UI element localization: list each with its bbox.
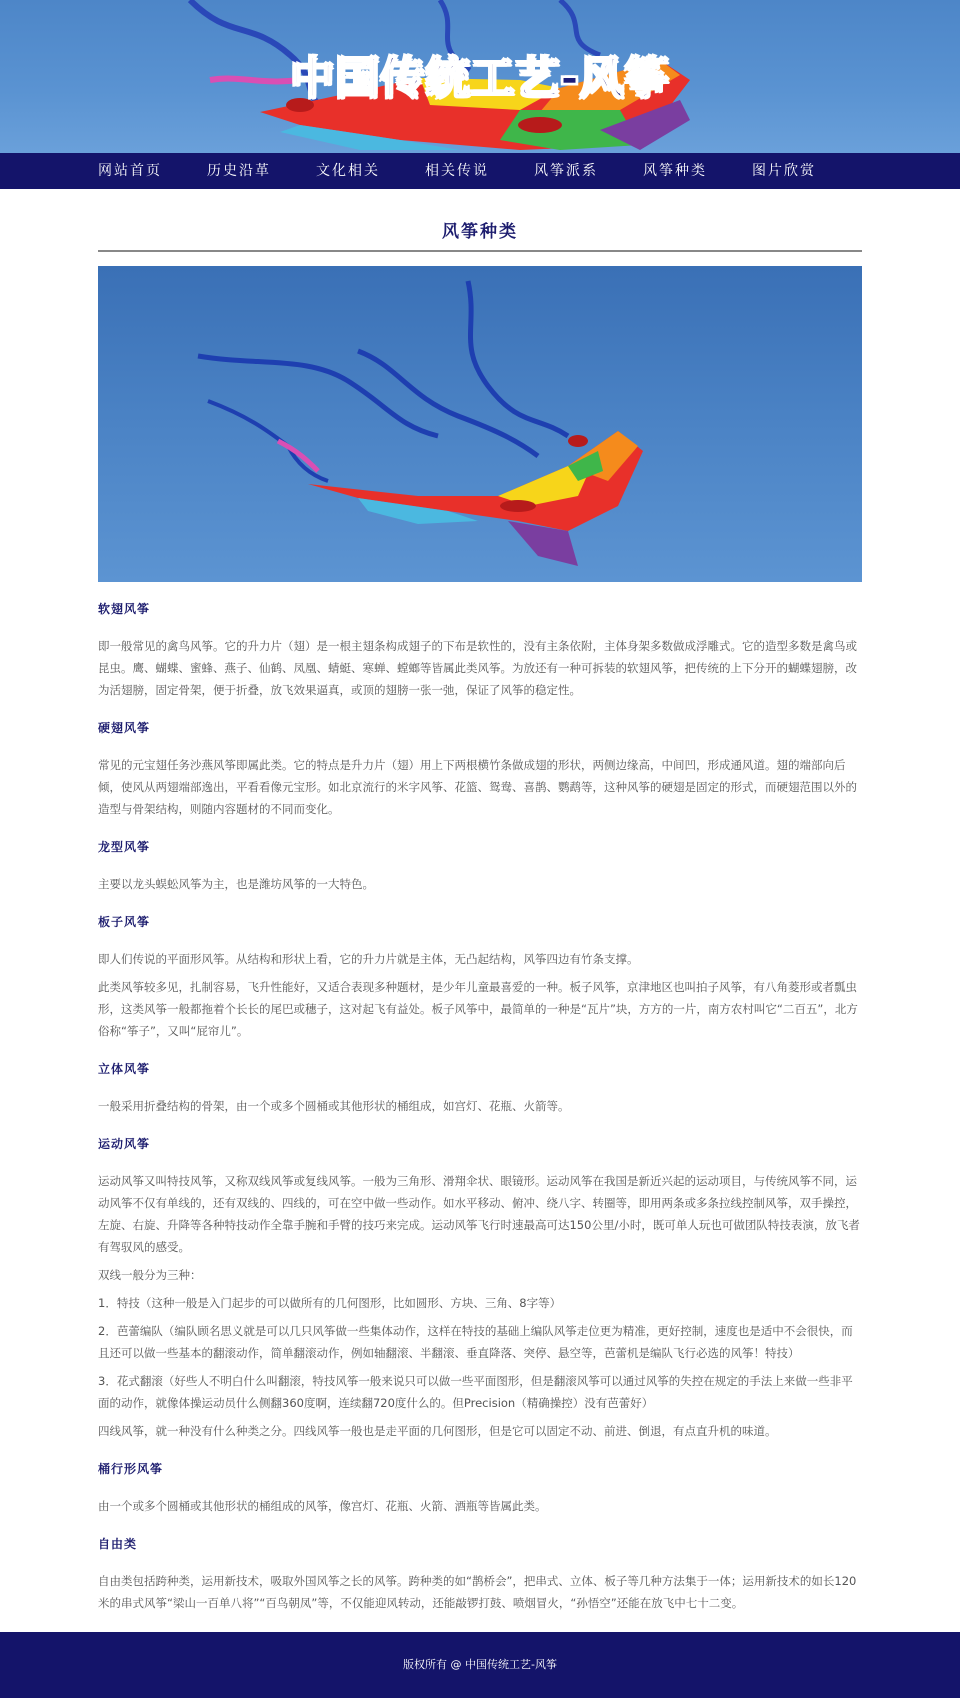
main-nav	[0, 153, 960, 189]
section-paragraph: 四线风筝，就一种没有什么种类之分。四线风筝一般也是走平面的几何图形，但是它可以固定不动、前进、倒退，有点直升机的味道。	[98, 1424, 777, 1438]
section-title: 龙型风筝	[98, 840, 151, 854]
copyright-text: 版权所有 @ 中国传统工艺-风筝	[403, 1658, 557, 1671]
section-title: 硬翅风筝	[98, 721, 151, 735]
section-paragraph: 1．特技（这种一般是入门起步的可以做所有的几何图形，比如圆形、方块、三角、8字等）	[98, 1296, 562, 1310]
kite-photo	[98, 266, 862, 582]
section-paragraph: 2．芭蕾编队（编队顾名思义就是可以几只风筝做一些集体动作，这样在特技的基础上编队风筝走位更为精准，更好控制，速度也是适中不会很快，而且还可以做一些基本的翻滚动作，简单翻滚动作，例如轴翻滚、半翻滚、垂直降落、突停、悬空等，芭蕾机是编队飞行必选的风筝！特技）	[98, 1324, 853, 1360]
section-paragraph: 由一个或多个圆桶或其他形状的桶组成的风筝，像宫灯、花瓶、火箭、酒瓶等皆属此类。	[98, 1499, 547, 1513]
section-paragraph: 3．花式翻滚（好些人不明白什么叫翻滚，特技风筝一般来说只可以做一些平面图形，但是翻滚风筝可以通过风筝的失控在规定的手法上来做一些非平面的动作，就像体操运动员什么侧翻360度啊，连续翻720度什么的。但Precision（精确操控）没有芭蕾好）	[98, 1374, 853, 1410]
nav-item-home[interactable]: 网站首页	[98, 163, 162, 179]
section-paragraph: 即一般常见的禽鸟风筝。它的升力片（翅）是一根主翅条构成翅子的下布是软性的，没有主条依附，主体身架多数做成浮雕式。它的造型多数是禽鸟或昆虫。鹰、蝴蝶、蜜蜂、燕子、仙鹤、凤凰、蜻蜓、寒蝉、螳螂等皆属此类风筝。为放还有一种可拆装的软翅风筝，把传统的上下分开的蝴蝶翅膀，改为活翅膀，固定骨架，便于折叠，放飞效果逼真，或顶的翅膀一张一弛，保证了风筝的稳定性。	[98, 639, 857, 697]
hero-image	[98, 266, 862, 582]
section-title: 软翅风筝	[98, 602, 151, 616]
page-title: 风筝种类	[98, 217, 862, 252]
nav-item-gallery[interactable]: 图片欣赏	[752, 163, 816, 179]
section-paragraph: 双线一般分为三种：	[98, 1268, 202, 1282]
section-paragraph: 自由类包括跨种类，运用新技术，吸取外国风筝之长的风筝。跨种类的如“鹊桥会”，把串式、立体、板子等几种方法集于一体；运用新技术的如长120米的串式风筝“梁山一百单八将”“百鸟朝凤”等，不仅能迎风转动，还能敲锣打鼓、喷烟冒火，“孙悟空”还能在放飞中七十二变。	[98, 1574, 857, 1610]
nav-item-schools[interactable]: 风筝派系	[534, 163, 598, 179]
site-title: 中国传统工艺-风筝	[290, 53, 670, 104]
section-title: 自由类	[98, 1537, 138, 1551]
nav-item-legends[interactable]: 相关传说	[425, 163, 489, 179]
nav-item-history[interactable]: 历史沿革	[207, 163, 271, 179]
section-title: 桶行形风筝	[98, 1462, 164, 1476]
section-paragraph: 一般采用折叠结构的骨架，由一个或多个圆桶或其他形状的桶组成，如宫灯、花瓶、火箭等。	[98, 1099, 570, 1113]
nav-item-culture[interactable]: 文化相关	[316, 163, 380, 179]
section-title: 立体风筝	[98, 1062, 151, 1076]
section-paragraph: 此类风筝较多见，扎制容易，飞升性能好，又适合表现多种题材，是少年儿童最喜爱的一种。板子风筝，京津地区也叫拍子风筝，有八角菱形或者瓢虫形，这类风筝一般都拖着个长长的尾巴或穗子，这对起飞有益处。板子风筝中，最简单的一种是“瓦片”块，方方的一片，南方农村叫它“二百五”，北方俗称“筝子”，又叫“屁帘儿”。	[98, 980, 858, 1038]
kite-types-list	[98, 600, 862, 1614]
section-paragraph: 主要以龙头蜈蚣风筝为主，也是潍坊风筝的一大特色。	[98, 877, 374, 891]
nav-items	[98, 153, 861, 189]
section-paragraph: 常见的元宝翅任务沙燕风筝即属此类。它的特点是升力片（翅）用上下两根横竹条做成翅的形状，两侧边缘高，中间凹，形成通风道。翅的端部向后倾，使风从两翅端部逸出，平看看像元宝形。如北京流行的米字风筝、花篮、鸳鸯、喜鹊、鹦鹉等，这种风筝的硬翅是固定的形式，而硬翅范围以外的造型与骨架结构，则随内容题材的不同而变化。	[98, 758, 857, 816]
section-paragraph: 运动风筝又叫特技风筝，又称双线风筝或复线风筝。一般为三角形、滑翔伞状、眼镜形。运动风筝在我国是新近兴起的运动项目，与传统风筝不同，运动风筝不仅有单线的，还有双线的、四线的，可在空中做一些动作。如水平移动、俯冲、绕八字、转圈等，即用两条或多条拉线控制风筝，双手操控，左旋、右旋、升降等各种特技动作全靠手腕和手臂的技巧来完成。运动风筝飞行时速最高可达150公里/小时，既可单人玩也可做团队特技表演，放飞者有驾驭风的感受。	[98, 1174, 860, 1254]
section-title: 板子风筝	[98, 915, 151, 929]
main-content	[98, 189, 862, 1614]
header-banner	[0, 0, 960, 153]
section-paragraph: 即人们传说的平面形风筝。从结构和形状上看，它的升力片就是主体，无凸起结构，风筝四边有竹条支撑。	[98, 952, 639, 966]
footer	[0, 1632, 960, 1698]
section-title: 运动风筝	[98, 1137, 151, 1151]
nav-item-types[interactable]: 风筝种类	[643, 163, 707, 179]
